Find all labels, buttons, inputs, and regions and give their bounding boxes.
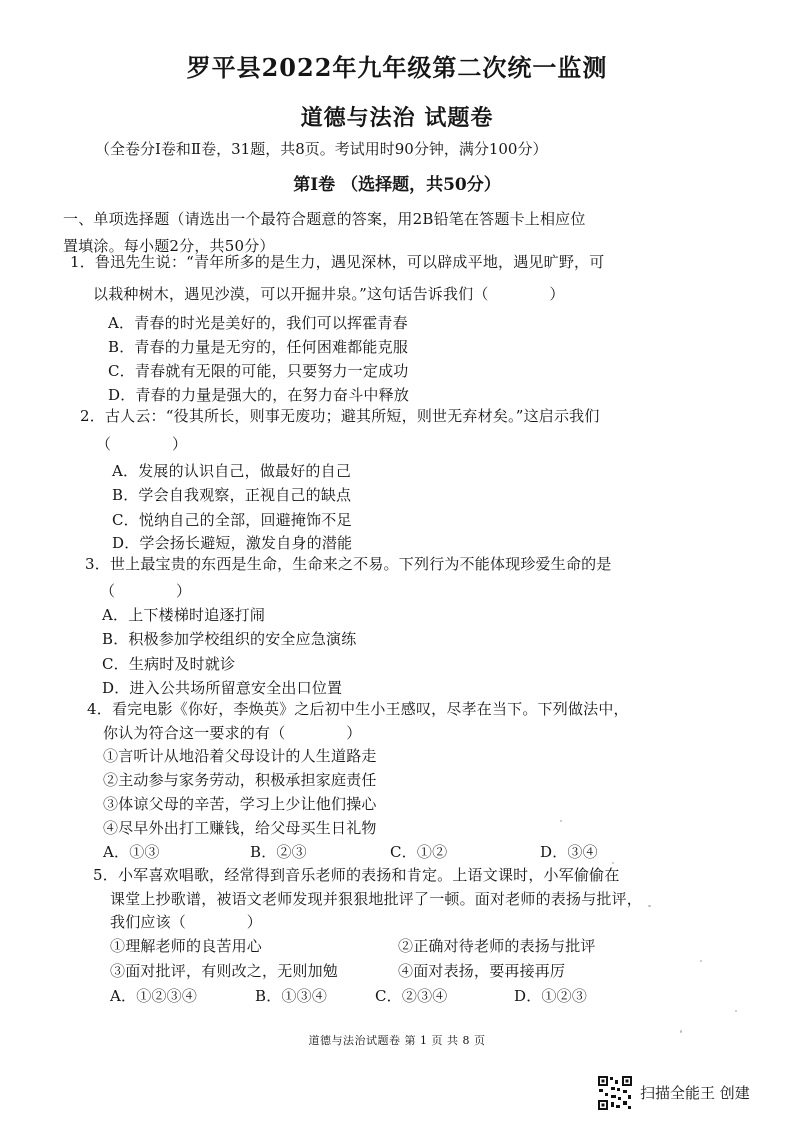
q5-option-a: A．①②③④ — [110, 987, 198, 1005]
q3-stem-line1: 3．世上最宝贵的东西是生命，生命来之不易。下列行为不能体现珍爱生命的是 — [85, 555, 612, 573]
q1-option-c: C．青春就有无限的可能，只要努力一定成功 — [108, 362, 409, 380]
q4-option-a: A．①③ — [103, 843, 160, 861]
q4-statement-4: ④尽早外出打工赚钱，给父母买生日礼物 — [103, 819, 377, 837]
q2-stem-line1: 2．古人云：“役其所长，则事无废功；避其所短，则世无弃材矣。”这启示我们 — [80, 407, 600, 425]
section-instruction-line2: 置填涂。每小题2分，共50分） — [63, 237, 275, 255]
exam-note: （全卷分Ⅰ卷和Ⅱ卷，31题，共8页。考试用时90分钟，满分100分） — [95, 140, 548, 158]
q3-option-a: A．上下楼梯时追逐打闹 — [102, 606, 266, 624]
scan-speck — [612, 862, 614, 864]
exam-subtitle: 道德与法治 试题卷 — [300, 105, 494, 131]
q1-option-d: D．青春的力量是强大的，在努力奋斗中释放 — [108, 386, 410, 404]
q3-option-d: D．进入公共场所留意安全出口位置 — [102, 679, 343, 697]
part-heading: 第Ⅰ卷 （选择题，共50分） — [293, 175, 501, 195]
scan-speck — [735, 1010, 737, 1012]
q5-stem-line3: 我们应该（ ） — [110, 913, 263, 931]
section-instruction-line1: 一、单项选择题（请选出一个最符合题意的答案，用2B铅笔在答题卡上相应位 — [63, 210, 586, 228]
q5-stem-line2: 课堂上抄歌谱，被语文老师发现并狠狠地批评了一顿。面对老师的表扬与批评， — [110, 890, 643, 908]
q2-option-d: D．学会扬长避短，激发自身的潜能 — [112, 534, 353, 552]
q5-statement-4: ④面对表扬，要再接再厉 — [398, 962, 566, 980]
q1-option-b: B．青春的力量是无穷的，任何困难都能克服 — [108, 338, 409, 356]
scan-speck — [700, 960, 702, 962]
exam-title: 罗平县2022年九年级第二次统一监测 — [186, 53, 608, 82]
q2-option-b: B．学会自我观察，正视自己的缺点 — [112, 486, 352, 504]
scan-speck — [560, 820, 562, 822]
q4-statement-2: ②主动参与家务劳动，积极承担家庭责任 — [103, 771, 377, 789]
q5-statement-2: ②正确对待老师的表扬与批评 — [398, 937, 596, 955]
scanner-watermark: 扫描全能王 创建 — [640, 1084, 750, 1102]
q5-stem-line1: 5．小军喜欢唱歌，经常得到音乐老师的表扬和肯定。上语文课时，小军偷偷在 — [93, 866, 620, 884]
q3-option-c: C．生病时及时就诊 — [102, 655, 236, 673]
q3-option-b: B．积极参加学校组织的安全应急演练 — [102, 630, 357, 648]
q3-stem-line2: （ ） — [100, 582, 192, 600]
q2-stem-line2: （ ） — [96, 435, 188, 453]
q5-option-d: D．①②③ — [514, 987, 588, 1005]
scan-speck — [680, 1030, 682, 1033]
q4-option-c: C．①② — [390, 843, 448, 861]
q2-option-c: C．悦纳自己的全部，回避掩饰不足 — [112, 511, 352, 529]
q4-statement-3: ③体谅父母的辛苦，学习上少让他们操心 — [103, 795, 377, 813]
q4-option-d: D．③④ — [540, 843, 598, 861]
q5-statement-1: ①理解老师的良苦用心 — [110, 937, 263, 955]
q5-statement-3: ③面对批评，有则改之，无则加勉 — [110, 962, 339, 980]
q4-stem-line2: 你认为符合这一要求的有（ ） — [103, 724, 362, 742]
q5-option-b: B．①③④ — [255, 987, 328, 1005]
q1-stem-line2: 以栽种树木，遇见沙漠，可以开掘井泉。”这句话告诉我们（ ） — [93, 285, 565, 303]
q1-option-a: A．青春的时光是美好的，我们可以挥霍青春 — [108, 314, 408, 332]
qr-code-icon — [597, 1075, 633, 1111]
q5-option-c: C．②③④ — [375, 987, 448, 1005]
q4-option-b: B．②③ — [250, 843, 307, 861]
q4-stem-line1: 4．看完电影《你好，李焕英》之后初中生小王感叹，尽孝在当下。下列做法中， — [87, 700, 629, 718]
page-footer: 道德与法治试题卷 第 1 页 共 8 页 — [308, 1034, 486, 1047]
scan-speck — [648, 905, 651, 907]
q4-statement-1: ①言听计从地沿着父母设计的人生道路走 — [103, 747, 377, 765]
q2-option-a: A．发展的认识自己，做最好的自己 — [112, 462, 352, 480]
q1-stem-line1: 1．鲁迅先生说：“青年所多的是生力，遇见深林，可以辟成平地，遇见旷野，可 — [70, 253, 605, 271]
